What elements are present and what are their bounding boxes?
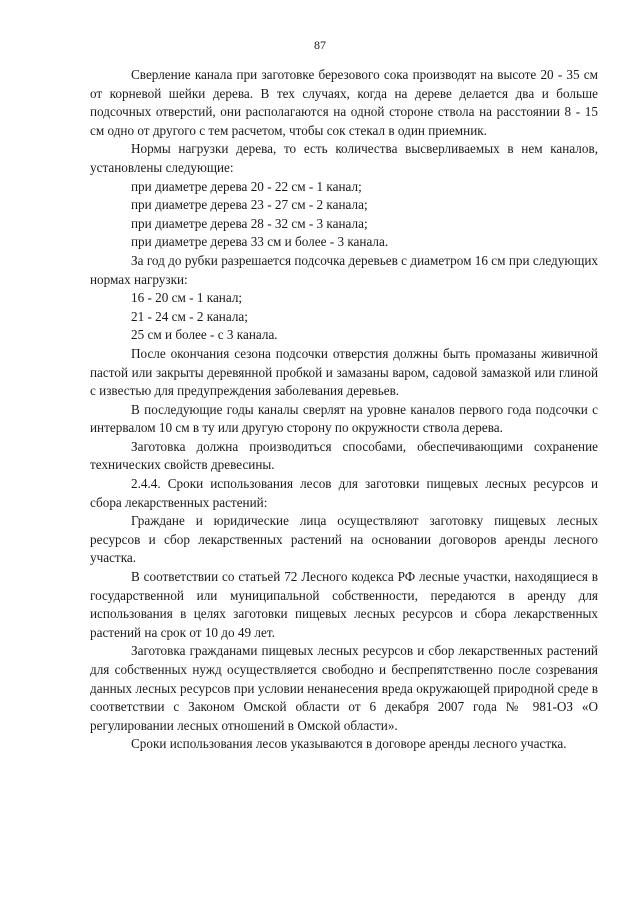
paragraph-load-norms-intro: Нормы нагрузки дерева, то есть количества высверливаемых в нем каналов, установлены следующие: bbox=[90, 141, 598, 175]
list-item-diameter-20-22: при диаметре дерева 20 - 22 см - 1 канал; bbox=[131, 178, 362, 194]
paragraph-birch-sap-drilling: Сверление канала при заготовке березового сока производят на высоте 20 - 35 см от корневой шейки дерева. В тех случаях, когда на дереве делается два и больше подсочных отверстий, они располагаются на одной стороне ствола на расстоянии 8 - 15 см одно от другого с тем расчетом, чтобы сок стекал в один приемник. bbox=[90, 67, 598, 138]
paragraph-own-needs-harvesting: Заготовка гражданами пищевых лесных ресурсов и сбор лекарственных растений для собственных нужд осуществляется свободно и беспрепятственно после созревания данных лесных ресурсов при условии ненанесения вреда окружающей природной среде в соответствии с Законом Омской области от 6 декабря 2007 года № 981-ОЗ «О регулировании лесных отношений в Омской области». bbox=[90, 643, 598, 733]
paragraph-citizens-and-legal-entities: Граждане и юридические лица осуществляют заготовку пищевых лесных ресурсов и сбор лекарственных растений на основании договоров аренды лесного участка. bbox=[90, 513, 598, 566]
paragraph-harvesting-methods: Заготовка должна производиться способами, обеспечивающими сохранение технических свойств древесины. bbox=[90, 438, 598, 473]
paragraph-lease-terms: Сроки использования лесов указываются в договоре аренды лесного участка. bbox=[131, 736, 567, 752]
paragraph-article-72: В соответствии со статьей 72 Лесного кодекса РФ лесные участки, находящиеся в государственной или муниципальной собственности, передаются в аренду для использования в целях заготовки пищевых лесных ресурсов и сбора лекарственных растений на срок от 10 до 49 лет. bbox=[90, 569, 598, 640]
document-body bbox=[90, 66, 598, 754]
list-item-16-20: 16 - 20 см - 1 канал; bbox=[131, 290, 243, 306]
section-heading-2-4-4: 2.4.4. Сроки использования лесов для заготовки пищевых лесных ресурсов и сбора лекарственных растений: bbox=[90, 476, 598, 510]
list-item-25-plus: 25 см и более - с 3 канала. bbox=[131, 327, 278, 343]
list-item-diameter-28-32: при диаметре дерева 28 - 32 см - 3 канала; bbox=[131, 215, 368, 231]
list-item-21-24: 21 - 24 см - 2 канала; bbox=[131, 308, 248, 324]
page-number: 87 bbox=[314, 38, 326, 52]
paragraph-sealing-holes: После окончания сезона подсочки отверстия должны быть промазаны живичной пастой или закрыты деревянной пробкой и замазаны варом, садовой замазкой или глиной с известью для предупреждения заболевания деревьев. bbox=[90, 345, 598, 399]
list-item-diameter-23-27: при диаметре дерева 23 - 27 см - 2 канала; bbox=[131, 197, 368, 213]
paragraph-subsequent-years: В последующие годы каналы сверлят на уровне каналов первого года подсочки с интервалом 10 см в ту или другую сторону по окружности ствола дерева. bbox=[90, 401, 598, 436]
paragraph-pre-felling-tapping: За год до рубки разрешается подсочка деревьев с диаметром 16 см при следующих нормах нагрузки: bbox=[90, 252, 598, 287]
list-item-diameter-33-plus: при диаметре дерева 33 см и более - 3 канала. bbox=[131, 234, 389, 250]
